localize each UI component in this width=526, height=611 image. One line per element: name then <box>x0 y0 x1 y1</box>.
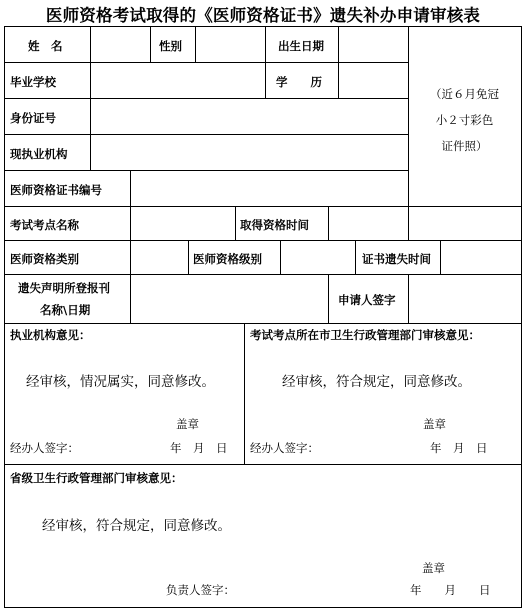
lost-notice-label-line2: 名称\日期 <box>40 303 91 317</box>
employer-seal: 盖章 <box>176 417 199 431</box>
exam-seal: 盖章 <box>423 417 446 431</box>
applicant-sign-label: 申请人签字 <box>338 293 396 307</box>
form-title: 医师资格考试取得的《医师资格证书》遗失补办申请审核表 <box>45 6 481 25</box>
employer-date: 年 月 日 <box>170 441 228 455</box>
name-label: 姓 名 <box>28 39 63 53</box>
exam-site-label: 考试考点名称 <box>10 218 79 232</box>
birth-date-label: 出生日期 <box>278 39 324 53</box>
exam-opinion-text: 经审核，符合规定，同意修改。 <box>282 374 471 390</box>
province-opinion-text: 经审核，符合规定，同意修改。 <box>42 518 231 534</box>
employer-label: 现执业机构 <box>10 147 68 161</box>
province-date: 年 月 日 <box>410 583 491 597</box>
id-card-label: 身份证号 <box>10 111 56 125</box>
province-seal: 盖章 <box>422 561 445 575</box>
school-label: 毕业学校 <box>10 75 56 89</box>
employer-opinion-text: 经审核，情况属实，同意修改。 <box>26 374 215 390</box>
level-label: 医师资格级别 <box>193 252 262 266</box>
lost-time-label: 证书遗失时间 <box>362 252 431 266</box>
category-label: 医师资格类别 <box>10 252 79 266</box>
employer-opinion-heading: 执业机构意见： <box>10 328 91 342</box>
cert-number-label: 医师资格证书编号 <box>10 183 102 197</box>
lost-notice-label-line1: 遗失声明所登报刊 <box>18 281 110 295</box>
photo-note-line1: （近６月免冠 <box>430 87 499 101</box>
exam-handler-sign: 经办人签字： <box>250 441 319 455</box>
photo-placeholder <box>408 27 521 235</box>
exam-date: 年 月 日 <box>430 441 488 455</box>
province-handler-sign: 负责人签字： <box>166 583 235 597</box>
education-label: 学 历 <box>276 75 322 89</box>
province-opinion-heading: 省级卫生行政管理部门审核意见： <box>10 471 183 485</box>
exam-opinion-heading: 考试考点所在市卫生行政管理部门审核意见： <box>250 328 480 342</box>
photo-note-line2: 小２寸彩色 <box>435 113 494 127</box>
obtain-time-label: 取得资格时间 <box>240 218 309 232</box>
employer-handler-sign: 经办人签字： <box>10 441 79 455</box>
photo-note-line3: 证件照） <box>441 139 488 153</box>
gender-label: 性别 <box>159 39 182 53</box>
